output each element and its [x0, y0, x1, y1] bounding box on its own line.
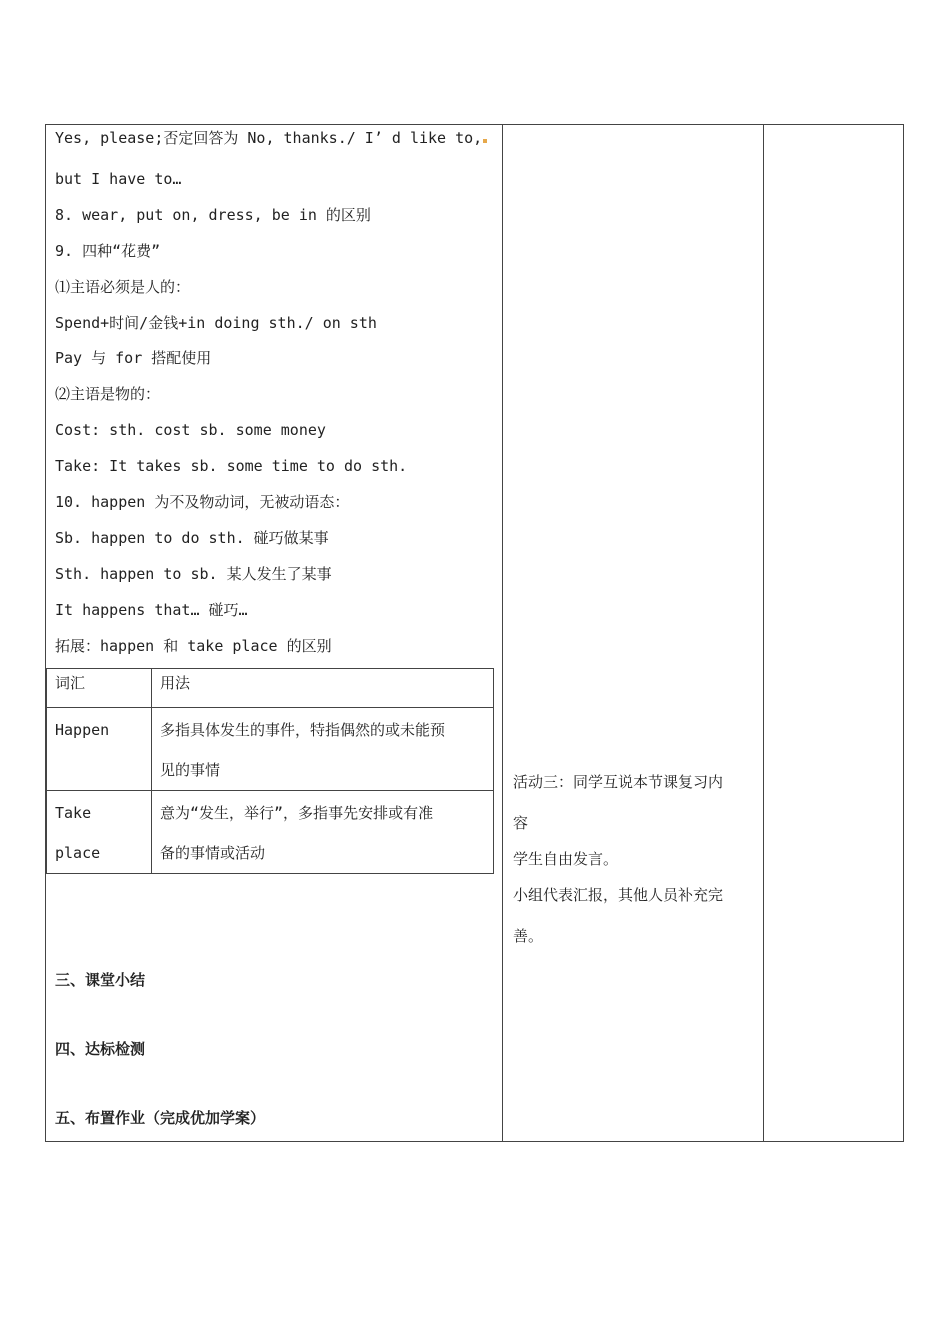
header-usage: 用法	[152, 669, 494, 708]
note-line-8: ⑵主语是物的：	[55, 385, 161, 403]
section-summary: 三、课堂小结	[55, 971, 146, 989]
header-word: 词汇	[47, 669, 152, 708]
note-line-11: 10. happen 为不及物动词，无被动语态：	[55, 493, 350, 511]
free-speech-line: 学生自由发言。	[513, 850, 619, 868]
report-line-2: 善。	[513, 927, 544, 945]
report-line-1: 小组代表汇报，其他人员补充完	[513, 886, 724, 904]
table-row	[47, 708, 494, 791]
note-line-7: Pay 与 for 搭配使用	[55, 349, 212, 367]
note-line-1: Yes, please;否定回答为 No, thanks./ I’ d like to,	[55, 129, 488, 147]
table-header-row	[47, 669, 494, 708]
note-line-10: Take: It takes sb. some time to do sth.	[55, 457, 408, 475]
section-test: 四、达标检测	[55, 1040, 146, 1058]
note-line-13: Sth. happen to sb. 某人发生了某事	[55, 565, 332, 583]
note-line-12: Sb. happen to do sth. 碰巧做某事	[55, 529, 329, 547]
note-line-6: Spend+时间/金钱+in doing sth./ on sth	[55, 314, 377, 332]
note-line-9: Cost: sth. cost sb. some money	[55, 421, 326, 439]
column-divider-2	[763, 124, 764, 1142]
note-line-5: ⑴主语必须是人的：	[55, 278, 191, 296]
note-line-4: 9. 四种“花费”	[55, 242, 161, 260]
note-line-15: 拓展：happen 和 take place 的区别	[55, 637, 332, 655]
row-word: Happen	[47, 708, 152, 791]
note-line-3: 8. wear, put on, dress, be in 的区别	[55, 206, 371, 224]
row-word: Take place	[47, 791, 152, 874]
edit-mark	[483, 139, 487, 143]
note-line-2: but I have to…	[55, 170, 182, 188]
note-line-14: It happens that… 碰巧…	[55, 601, 248, 619]
lesson-table-frame	[45, 124, 904, 1142]
row-usage: 多指具体发生的事件，特指偶然的或未能预 见的事情	[152, 708, 494, 791]
activity-line-2: 容	[513, 814, 529, 832]
section-homework: 五、布置作业（完成优加学案）	[55, 1109, 266, 1127]
row-usage: 意为“发生，举行”，多指事先安排或有准 备的事情或活动	[152, 791, 494, 874]
column-divider-1	[502, 124, 503, 1142]
table-row	[47, 791, 494, 874]
activity-line-1: 活动三：同学互说本节课复习内	[513, 773, 724, 791]
vocab-comparison-table	[46, 668, 494, 874]
